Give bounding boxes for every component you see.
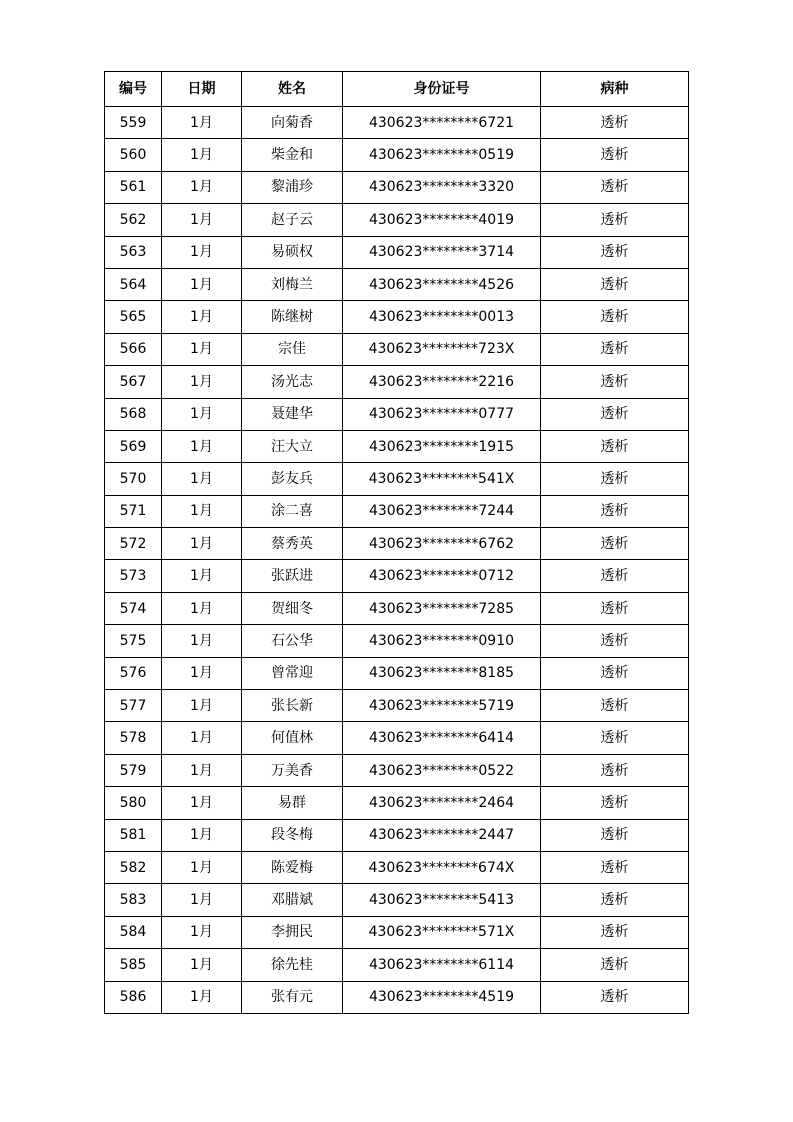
cell-name: 刘梅兰	[242, 268, 343, 300]
cell-id-number: 430623********4519	[343, 981, 541, 1013]
cell-id: 586	[105, 981, 162, 1013]
cell-date: 1月	[162, 690, 242, 722]
cell-disease: 透析	[541, 398, 689, 430]
cell-name: 张长新	[242, 690, 343, 722]
cell-name: 彭友兵	[242, 463, 343, 495]
cell-name: 向菊香	[242, 107, 343, 139]
cell-date: 1月	[162, 722, 242, 754]
cell-id-number: 430623********571X	[343, 916, 541, 948]
table-row	[105, 333, 689, 365]
cell-date: 1月	[162, 463, 242, 495]
patient-table	[104, 71, 689, 1014]
cell-date: 1月	[162, 657, 242, 689]
cell-name: 涂二喜	[242, 495, 343, 527]
cell-disease: 透析	[541, 139, 689, 171]
cell-date: 1月	[162, 398, 242, 430]
cell-name: 邓腊斌	[242, 884, 343, 916]
cell-date: 1月	[162, 787, 242, 819]
cell-date: 1月	[162, 754, 242, 786]
table-row	[105, 884, 689, 916]
cell-id: 574	[105, 592, 162, 624]
table-row	[105, 107, 689, 139]
cell-name: 贺细冬	[242, 592, 343, 624]
table-row	[105, 657, 689, 689]
cell-id-number: 430623********541X	[343, 463, 541, 495]
cell-id: 571	[105, 495, 162, 527]
cell-id: 566	[105, 333, 162, 365]
cell-disease: 透析	[541, 819, 689, 851]
cell-id-number: 430623********1915	[343, 430, 541, 462]
cell-date: 1月	[162, 819, 242, 851]
cell-disease: 透析	[541, 851, 689, 883]
cell-date: 1月	[162, 625, 242, 657]
cell-id: 565	[105, 301, 162, 333]
cell-date: 1月	[162, 204, 242, 236]
cell-disease: 透析	[541, 236, 689, 268]
cell-date: 1月	[162, 139, 242, 171]
table-row	[105, 495, 689, 527]
table-row	[105, 690, 689, 722]
cell-name: 李拥民	[242, 916, 343, 948]
cell-disease: 透析	[541, 592, 689, 624]
cell-id-number: 430623********5719	[343, 690, 541, 722]
cell-name: 赵子云	[242, 204, 343, 236]
cell-id: 572	[105, 528, 162, 560]
cell-id-number: 430623********7285	[343, 592, 541, 624]
table-row	[105, 754, 689, 786]
cell-id-number: 430623********4019	[343, 204, 541, 236]
cell-id: 561	[105, 171, 162, 203]
cell-disease: 透析	[541, 107, 689, 139]
cell-name: 蔡秀英	[242, 528, 343, 560]
cell-name: 段冬梅	[242, 819, 343, 851]
cell-id: 567	[105, 366, 162, 398]
header-row	[105, 72, 689, 107]
cell-disease: 透析	[541, 333, 689, 365]
cell-id: 570	[105, 463, 162, 495]
cell-name: 宗佳	[242, 333, 343, 365]
cell-date: 1月	[162, 107, 242, 139]
cell-id-number: 430623********723X	[343, 333, 541, 365]
table-row	[105, 528, 689, 560]
cell-id-number: 430623********0910	[343, 625, 541, 657]
cell-id-number: 430623********5413	[343, 884, 541, 916]
cell-id: 577	[105, 690, 162, 722]
cell-date: 1月	[162, 560, 242, 592]
cell-id: 581	[105, 819, 162, 851]
cell-date: 1月	[162, 236, 242, 268]
cell-name: 陈继树	[242, 301, 343, 333]
cell-disease: 透析	[541, 528, 689, 560]
cell-id: 585	[105, 949, 162, 981]
cell-name: 易群	[242, 787, 343, 819]
cell-disease: 透析	[541, 463, 689, 495]
cell-disease: 透析	[541, 722, 689, 754]
cell-name: 陈爱梅	[242, 851, 343, 883]
cell-date: 1月	[162, 495, 242, 527]
cell-name: 汪大立	[242, 430, 343, 462]
cell-id: 575	[105, 625, 162, 657]
cell-disease: 透析	[541, 560, 689, 592]
cell-date: 1月	[162, 366, 242, 398]
table-row	[105, 851, 689, 883]
cell-id: 573	[105, 560, 162, 592]
cell-name: 石公华	[242, 625, 343, 657]
cell-date: 1月	[162, 301, 242, 333]
table-row	[105, 398, 689, 430]
cell-id-number: 430623********2447	[343, 819, 541, 851]
table-row	[105, 625, 689, 657]
cell-id: 563	[105, 236, 162, 268]
cell-disease: 透析	[541, 981, 689, 1013]
table-row	[105, 916, 689, 948]
table-row	[105, 787, 689, 819]
header-id: 编号	[105, 72, 162, 107]
cell-id: 569	[105, 430, 162, 462]
cell-id: 579	[105, 754, 162, 786]
table-header	[105, 72, 689, 107]
cell-disease: 透析	[541, 625, 689, 657]
cell-name: 张跃进	[242, 560, 343, 592]
cell-id-number: 430623********6762	[343, 528, 541, 560]
cell-date: 1月	[162, 949, 242, 981]
cell-date: 1月	[162, 884, 242, 916]
cell-id: 584	[105, 916, 162, 948]
cell-id-number: 430623********0712	[343, 560, 541, 592]
cell-name: 汤光志	[242, 366, 343, 398]
cell-disease: 透析	[541, 884, 689, 916]
cell-id: 564	[105, 268, 162, 300]
cell-id-number: 430623********2464	[343, 787, 541, 819]
cell-disease: 透析	[541, 916, 689, 948]
cell-date: 1月	[162, 268, 242, 300]
cell-date: 1月	[162, 981, 242, 1013]
cell-disease: 透析	[541, 754, 689, 786]
cell-id-number: 430623********6721	[343, 107, 541, 139]
header-date: 日期	[162, 72, 242, 107]
cell-name: 聂建华	[242, 398, 343, 430]
cell-name: 易硕权	[242, 236, 343, 268]
cell-id-number: 430623********0777	[343, 398, 541, 430]
cell-disease: 透析	[541, 690, 689, 722]
cell-id: 560	[105, 139, 162, 171]
table-row	[105, 268, 689, 300]
cell-id-number: 430623********2216	[343, 366, 541, 398]
table-row	[105, 171, 689, 203]
cell-name: 柴金和	[242, 139, 343, 171]
document-page	[104, 71, 688, 1014]
cell-name: 黎浦珍	[242, 171, 343, 203]
header-name: 姓名	[242, 72, 343, 107]
cell-date: 1月	[162, 430, 242, 462]
cell-id-number: 430623********0522	[343, 754, 541, 786]
cell-date: 1月	[162, 528, 242, 560]
cell-id-number: 430623********7244	[343, 495, 541, 527]
cell-disease: 透析	[541, 301, 689, 333]
cell-disease: 透析	[541, 787, 689, 819]
cell-name: 徐先桂	[242, 949, 343, 981]
table-row	[105, 366, 689, 398]
cell-name: 张有元	[242, 981, 343, 1013]
cell-id: 582	[105, 851, 162, 883]
table-row	[105, 301, 689, 333]
table-row	[105, 204, 689, 236]
cell-name: 万美香	[242, 754, 343, 786]
cell-date: 1月	[162, 333, 242, 365]
cell-disease: 透析	[541, 171, 689, 203]
header-id-number: 身份证号	[343, 72, 541, 107]
cell-id-number: 430623********6414	[343, 722, 541, 754]
cell-id: 568	[105, 398, 162, 430]
table-row	[105, 463, 689, 495]
table-row	[105, 430, 689, 462]
cell-id-number: 430623********3320	[343, 171, 541, 203]
cell-date: 1月	[162, 916, 242, 948]
cell-disease: 透析	[541, 949, 689, 981]
cell-id-number: 430623********4526	[343, 268, 541, 300]
cell-id: 562	[105, 204, 162, 236]
cell-id: 583	[105, 884, 162, 916]
cell-disease: 透析	[541, 268, 689, 300]
table-row	[105, 236, 689, 268]
cell-disease: 透析	[541, 495, 689, 527]
cell-id-number: 430623********6114	[343, 949, 541, 981]
cell-date: 1月	[162, 851, 242, 883]
cell-date: 1月	[162, 171, 242, 203]
cell-date: 1月	[162, 592, 242, 624]
cell-id-number: 430623********0013	[343, 301, 541, 333]
cell-name: 曾常迎	[242, 657, 343, 689]
cell-id-number: 430623********0519	[343, 139, 541, 171]
table-body	[105, 107, 689, 1014]
header-disease: 病种	[541, 72, 689, 107]
cell-id-number: 430623********674X	[343, 851, 541, 883]
table-row	[105, 722, 689, 754]
cell-id: 559	[105, 107, 162, 139]
table-row	[105, 819, 689, 851]
cell-name: 何值林	[242, 722, 343, 754]
cell-disease: 透析	[541, 657, 689, 689]
table-row	[105, 139, 689, 171]
table-row	[105, 981, 689, 1013]
cell-disease: 透析	[541, 204, 689, 236]
table-row	[105, 560, 689, 592]
cell-id-number: 430623********3714	[343, 236, 541, 268]
cell-id: 576	[105, 657, 162, 689]
table-row	[105, 592, 689, 624]
cell-id: 580	[105, 787, 162, 819]
table-row	[105, 949, 689, 981]
cell-disease: 透析	[541, 366, 689, 398]
cell-id-number: 430623********8185	[343, 657, 541, 689]
cell-disease: 透析	[541, 430, 689, 462]
cell-id: 578	[105, 722, 162, 754]
